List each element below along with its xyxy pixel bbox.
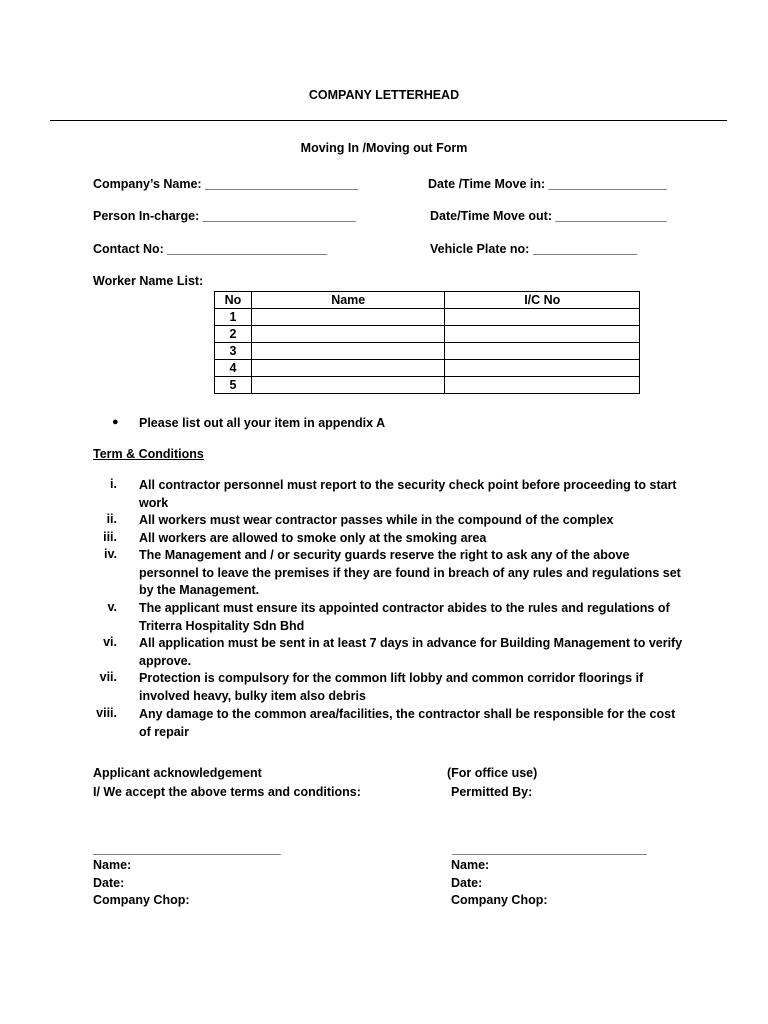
header-divider — [50, 120, 727, 121]
worker-name-cell[interactable] — [251, 377, 445, 394]
worker-ic-cell[interactable] — [445, 343, 640, 360]
term-text: All workers must wear contractor passes while in the compound of the complex — [139, 513, 614, 527]
company-name-field[interactable]: Company’s Name: ______________________ — [93, 177, 359, 191]
worker-list-label: Worker Name List: — [93, 274, 204, 288]
applicant-name-label: Name: — [93, 858, 132, 872]
table-row — [215, 343, 640, 360]
worker-ic-cell[interactable] — [445, 360, 640, 377]
term-number: iii. — [103, 530, 117, 544]
worker-name-cell[interactable] — [251, 360, 445, 377]
table-row — [215, 360, 640, 377]
term-number: viii. — [96, 706, 117, 720]
row-number: 1 — [215, 309, 252, 326]
worker-name-cell[interactable] — [251, 309, 445, 326]
applicant-chop-label: Company Chop: — [93, 893, 190, 907]
office-chop-label: Company Chop: — [451, 893, 548, 907]
applicant-date-label: Date: — [93, 876, 125, 890]
term-text: Any damage to the common area/facilities, the contractor shall be responsible for the cost of repair — [139, 707, 676, 739]
date-time-move-out-field[interactable]: Date/Time Move out: ________________ — [430, 209, 667, 223]
applicant-acknowledgement-title: Applicant acknowledgement — [93, 766, 262, 780]
worker-ic-cell[interactable] — [445, 309, 640, 326]
contact-no-field[interactable]: Contact No: _______________________ — [93, 242, 328, 256]
row-number: 2 — [215, 326, 252, 343]
table-row — [215, 326, 640, 343]
worker-ic-cell[interactable] — [445, 326, 640, 343]
terms-heading: Term & Conditions — [93, 447, 204, 461]
term-number: v. — [107, 600, 117, 614]
permitted-by-label: Permitted By: — [451, 785, 533, 799]
term-number: i. — [110, 477, 117, 491]
vehicle-plate-field[interactable]: Vehicle Plate no: _______________ — [430, 242, 638, 256]
office-signature-line[interactable]: ____________________________ — [452, 842, 647, 856]
term-text: All contractor personnel must report to the security check point before proceeding to start work — [139, 478, 677, 510]
header-ic-no: I/C No — [445, 292, 640, 309]
term-text: All application must be sent in at least 7 days in advance for Building Management to verify approve. — [139, 636, 683, 668]
table-header-row — [215, 292, 640, 309]
worker-table — [214, 291, 640, 394]
worker-name-cell[interactable] — [251, 343, 445, 360]
row-number: 5 — [215, 377, 252, 394]
table-row — [215, 309, 640, 326]
form-title: Moving In /Moving out Form — [300, 141, 468, 155]
row-number: 4 — [215, 360, 252, 377]
appendix-note: Please list out all your item in appendix A — [139, 416, 386, 430]
term-text: Protection is compulsory for the common lift lobby and common corridor floorings if involved heavy, bulky item also debris — [139, 671, 644, 703]
applicant-acceptance-text: I/ We accept the above terms and conditions: — [93, 785, 361, 799]
bullet-dot-icon: ● — [112, 416, 119, 428]
office-name-label: Name: — [451, 858, 490, 872]
term-text: All workers are allowed to smoke only at the smoking area — [139, 531, 487, 545]
row-number: 3 — [215, 343, 252, 360]
header-no: No — [215, 292, 252, 309]
term-number: vii. — [99, 670, 117, 684]
office-use-title: (For office use) — [447, 766, 538, 780]
term-text: The Management and / or security guards reserve the right to ask any of the above personnel to leave the premises if they are found in breach of any rules and regulations set by the Management. — [139, 548, 681, 598]
letterhead-title: COMPANY LETTERHEAD — [308, 88, 460, 102]
person-in-charge-field[interactable]: Person In-charge: ______________________ — [93, 209, 356, 223]
office-date-label: Date: — [451, 876, 483, 890]
header-name: Name — [251, 292, 445, 309]
date-time-move-in-field[interactable]: Date /Time Move in: _________________ — [428, 177, 667, 191]
table-row — [215, 377, 640, 394]
term-text: The applicant must ensure its appointed contractor abides to the rules and regulations of Triterra Hospitality Sdn Bhd — [139, 601, 670, 633]
worker-name-cell[interactable] — [251, 326, 445, 343]
term-number: vi. — [103, 635, 117, 649]
applicant-signature-line[interactable]: ___________________________ — [93, 842, 281, 856]
term-number: ii. — [106, 512, 117, 526]
worker-ic-cell[interactable] — [445, 377, 640, 394]
term-number: iv. — [104, 547, 117, 561]
